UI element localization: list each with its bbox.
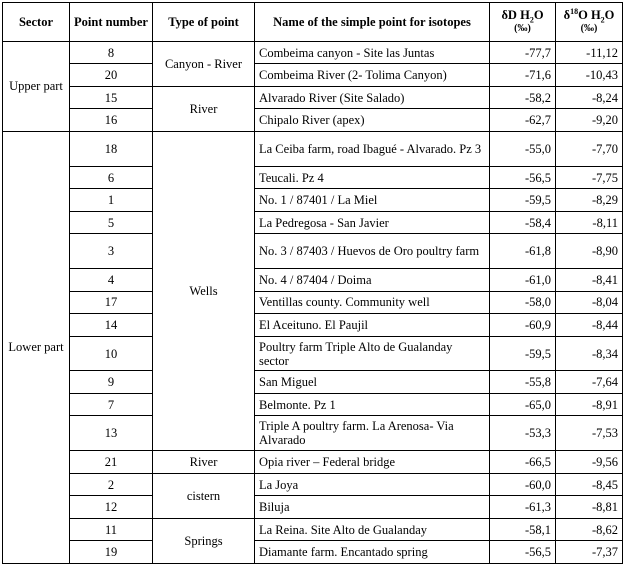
dD-cell: -59,5 (490, 189, 556, 212)
point-cell: 8 (70, 41, 153, 64)
name-cell: Biluja (255, 496, 490, 519)
table-row (3, 416, 623, 451)
type-cell: Canyon - River (153, 41, 255, 86)
d18O-cell: -8,34 (556, 336, 623, 371)
table-row (3, 291, 623, 314)
table-row (3, 269, 623, 292)
table-row (3, 41, 623, 64)
dD-cell: -61,8 (490, 234, 556, 269)
d18O-cell: -7,70 (556, 131, 623, 166)
d18O-cell: -7,64 (556, 371, 623, 394)
header-point-number: Point number (70, 3, 153, 42)
table-row (3, 496, 623, 519)
point-cell: 1 (70, 189, 153, 212)
d18O-cell: -11,12 (556, 41, 623, 64)
name-cell: El Aceituno. El Paujil (255, 314, 490, 337)
d18O-cell: -8,91 (556, 393, 623, 416)
d18O-cell: -9,56 (556, 451, 623, 474)
point-cell: 3 (70, 234, 153, 269)
table-row (3, 336, 623, 371)
d18O-cell: -7,37 (556, 541, 623, 564)
point-cell: 11 (70, 518, 153, 541)
point-cell: 10 (70, 336, 153, 371)
d18O-cell: -7,75 (556, 166, 623, 189)
name-cell: Belmonte. Pz 1 (255, 393, 490, 416)
table-row (3, 473, 623, 496)
point-cell: 2 (70, 473, 153, 496)
dD-cell: -77,7 (490, 41, 556, 64)
name-cell: Alvarado River (Site Salado) (255, 86, 490, 109)
d18O-cell: -8,62 (556, 518, 623, 541)
d18O-cell: -9,20 (556, 109, 623, 132)
type-cell: River (153, 86, 255, 131)
table-row (3, 541, 623, 564)
dD-cell: -58,1 (490, 518, 556, 541)
name-cell: No. 1 / 87401 / La Miel (255, 189, 490, 212)
dD-cell: -55,0 (490, 131, 556, 166)
unit-permil: (‰) (580, 22, 598, 34)
point-cell: 16 (70, 109, 153, 132)
table-row (3, 371, 623, 394)
point-cell: 21 (70, 451, 153, 474)
point-cell: 20 (70, 64, 153, 87)
table-row (3, 131, 623, 166)
dD-cell: -56,5 (490, 166, 556, 189)
table-row (3, 86, 623, 109)
unit-permil: (‰) (514, 22, 531, 34)
point-cell: 15 (70, 86, 153, 109)
header-delta-18o: $\delta^{18}O$ $H_2O$ (‰) (556, 3, 623, 42)
table-row (3, 393, 623, 416)
table-row (3, 189, 623, 212)
dD-cell: -61,3 (490, 496, 556, 519)
dD-cell: -59,5 (490, 336, 556, 371)
d18O-cell: -8,90 (556, 234, 623, 269)
name-cell: La Joya (255, 473, 490, 496)
header-row (3, 3, 623, 42)
point-cell: 13 (70, 416, 153, 451)
header-type-of-point: Type of point (153, 3, 255, 42)
d18O-cell: -7,53 (556, 416, 623, 451)
type-cell: Springs (153, 518, 255, 563)
d18O-cell: -10,43 (556, 64, 623, 87)
table-row (3, 518, 623, 541)
dD-cell: -65,0 (490, 393, 556, 416)
dD-cell: -58,0 (490, 291, 556, 314)
point-cell: 4 (70, 269, 153, 292)
table-row (3, 109, 623, 132)
name-cell: Combeima canyon - Site las Juntas (255, 41, 490, 64)
dD-cell: -56,5 (490, 541, 556, 564)
sector-cell: Upper part (3, 41, 70, 131)
dD-cell: -58,4 (490, 211, 556, 234)
point-cell: 5 (70, 211, 153, 234)
name-cell: San Miguel (255, 371, 490, 394)
d18O-cell: -8,45 (556, 473, 623, 496)
d18O-cell: -8,81 (556, 496, 623, 519)
dD-cell: -58,2 (490, 86, 556, 109)
point-cell: 9 (70, 371, 153, 394)
name-cell: La Pedregosa - San Javier (255, 211, 490, 234)
type-cell: cistern (153, 473, 255, 518)
table-row (3, 64, 623, 87)
table-row (3, 211, 623, 234)
name-cell: Chipalo River (apex) (255, 109, 490, 132)
isotope-table (2, 2, 623, 564)
dD-cell: -62,7 (490, 109, 556, 132)
name-cell: Opia river – Federal bridge (255, 451, 490, 474)
name-cell: Teucali. Pz 4 (255, 166, 490, 189)
dD-cell: -53,3 (490, 416, 556, 451)
dD-cell: -71,6 (490, 64, 556, 87)
name-cell: Diamante farm. Encantado spring (255, 541, 490, 564)
point-cell: 18 (70, 131, 153, 166)
d18O-cell: -8,29 (556, 189, 623, 212)
name-cell: Ventillas county. Community well (255, 291, 490, 314)
type-cell: River (153, 451, 255, 474)
header-delta-d: δD $H_2O$ (‰) (490, 3, 556, 42)
sector-cell: Lower part (3, 131, 70, 563)
name-cell: La Ceiba farm, road Ibagué - Alvarado. Pz 3 (255, 131, 490, 166)
dD-cell: -55,8 (490, 371, 556, 394)
point-cell: 7 (70, 393, 153, 416)
table-row (3, 451, 623, 474)
point-cell: 6 (70, 166, 153, 189)
dD-cell: -66,5 (490, 451, 556, 474)
name-cell: Combeima River (2- Tolima Canyon) (255, 64, 490, 87)
header-name: Name of the simple point for isotopes (255, 3, 490, 42)
point-cell: 14 (70, 314, 153, 337)
name-cell: Triple A poultry farm. La Arenosa- Via Alvarado (255, 416, 490, 451)
point-cell: 12 (70, 496, 153, 519)
d18O-cell: -8,24 (556, 86, 623, 109)
name-cell: La Reina. Site Alto de Gualanday (255, 518, 490, 541)
point-cell: 17 (70, 291, 153, 314)
d18O-cell: -8,04 (556, 291, 623, 314)
dD-cell: -61,0 (490, 269, 556, 292)
name-cell: Poultry farm Triple Alto de Gualanday sector (255, 336, 490, 371)
name-cell: No. 4 / 87404 / Doima (255, 269, 490, 292)
type-cell: Wells (153, 131, 255, 450)
point-cell: 19 (70, 541, 153, 564)
d18O-cell: -8,11 (556, 211, 623, 234)
table-row (3, 166, 623, 189)
table-row (3, 314, 623, 337)
d18O-cell: -8,44 (556, 314, 623, 337)
dD-cell: -60,9 (490, 314, 556, 337)
header-sector: Sector (3, 3, 70, 42)
name-cell: No. 3 / 87403 / Huevos de Oro poultry farm (255, 234, 490, 269)
dD-cell: -60,0 (490, 473, 556, 496)
d18O-cell: -8,41 (556, 269, 623, 292)
table-row (3, 234, 623, 269)
